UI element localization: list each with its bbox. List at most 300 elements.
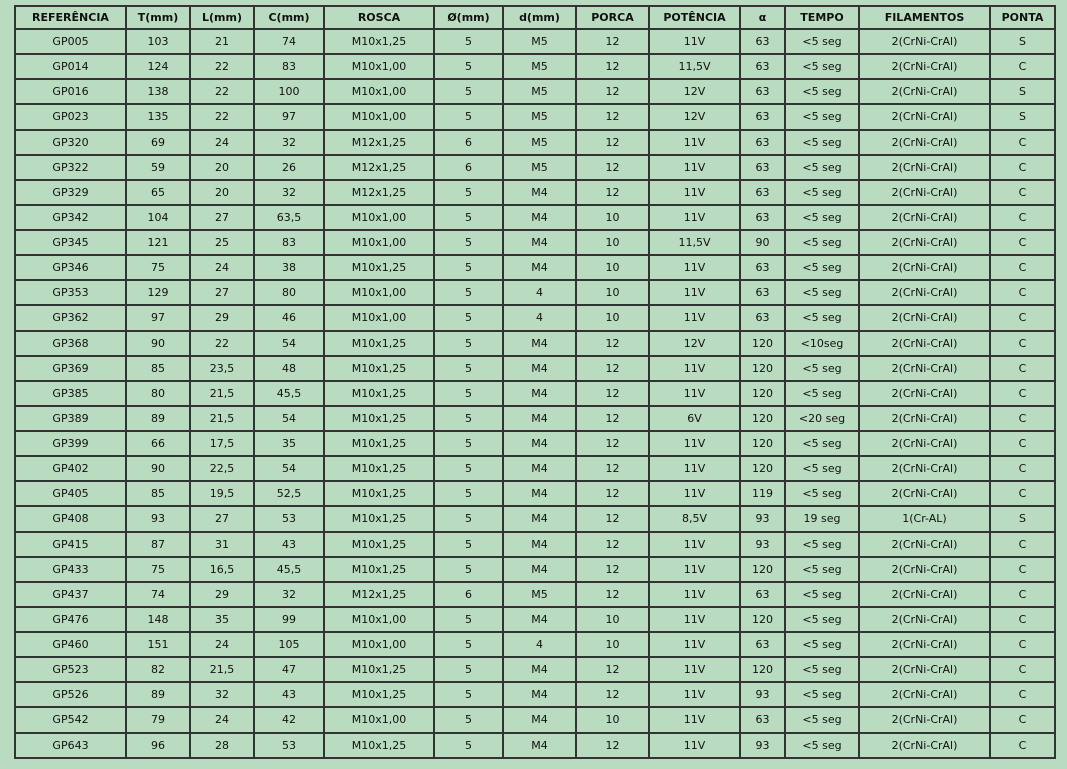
cell-tip: C	[991, 457, 1054, 480]
cell-alpha: 120	[741, 658, 784, 681]
table-row	[16, 281, 1054, 304]
cell-c-mm: 38	[255, 256, 323, 279]
table-row	[16, 382, 1054, 405]
cell-filaments: 2(CrNi-CrAl)	[860, 658, 989, 681]
cell-time: 19 seg	[786, 507, 858, 530]
cell-reference: GP408	[16, 507, 125, 530]
cell-time: <20 seg	[786, 407, 858, 430]
cell-l-mm: 32	[191, 683, 253, 706]
cell-reference: GP014	[16, 55, 125, 78]
table-row	[16, 306, 1054, 329]
cell-c-mm: 47	[255, 658, 323, 681]
cell-filaments: 2(CrNi-CrAl)	[860, 30, 989, 53]
cell-d-mm: M5	[504, 80, 575, 103]
cell-t-mm: 90	[127, 332, 189, 355]
cell-nut: 12	[577, 533, 648, 556]
cell-reference: GP523	[16, 658, 125, 681]
cell-thread: M12x1,25	[325, 583, 433, 606]
cell-diameter-mm: 5	[435, 432, 502, 455]
cell-l-mm: 29	[191, 306, 253, 329]
table-row	[16, 507, 1054, 530]
cell-l-mm: 27	[191, 281, 253, 304]
cell-l-mm: 20	[191, 181, 253, 204]
cell-d-mm: M4	[504, 658, 575, 681]
column-header-nut: PORCA	[577, 7, 648, 28]
cell-power: 11V	[650, 457, 739, 480]
cell-d-mm: M4	[504, 457, 575, 480]
table-row	[16, 608, 1054, 631]
cell-alpha: 93	[741, 507, 784, 530]
cell-thread: M10x1,25	[325, 558, 433, 581]
cell-power: 11V	[650, 181, 739, 204]
cell-nut: 12	[577, 105, 648, 128]
cell-tip: C	[991, 658, 1054, 681]
cell-nut: 12	[577, 507, 648, 530]
cell-power: 11V	[650, 131, 739, 154]
cell-c-mm: 32	[255, 131, 323, 154]
table-row	[16, 332, 1054, 355]
cell-d-mm: 4	[504, 306, 575, 329]
cell-diameter-mm: 5	[435, 231, 502, 254]
column-header-filaments: FILAMENTOS	[860, 7, 989, 28]
cell-power: 11V	[650, 683, 739, 706]
cell-time: <5 seg	[786, 734, 858, 758]
cell-diameter-mm: 5	[435, 658, 502, 681]
cell-tip: C	[991, 281, 1054, 304]
cell-nut: 12	[577, 683, 648, 706]
cell-filaments: 2(CrNi-CrAl)	[860, 734, 989, 758]
cell-c-mm: 99	[255, 608, 323, 631]
cell-l-mm: 22	[191, 105, 253, 128]
cell-alpha: 120	[741, 357, 784, 380]
cell-nut: 12	[577, 407, 648, 430]
cell-t-mm: 90	[127, 457, 189, 480]
cell-l-mm: 21	[191, 30, 253, 53]
cell-d-mm: M5	[504, 105, 575, 128]
cell-t-mm: 104	[127, 206, 189, 229]
cell-nut: 12	[577, 482, 648, 505]
cell-reference: GP389	[16, 407, 125, 430]
cell-thread: M10x1,00	[325, 306, 433, 329]
table-row	[16, 80, 1054, 103]
cell-time: <5 seg	[786, 533, 858, 556]
cell-c-mm: 52,5	[255, 482, 323, 505]
cell-nut: 12	[577, 382, 648, 405]
cell-c-mm: 74	[255, 30, 323, 53]
cell-thread: M12x1,25	[325, 131, 433, 154]
table-row	[16, 105, 1054, 128]
cell-alpha: 120	[741, 332, 784, 355]
cell-t-mm: 79	[127, 708, 189, 731]
cell-t-mm: 85	[127, 357, 189, 380]
cell-power: 11V	[650, 583, 739, 606]
cell-thread: M10x1,25	[325, 382, 433, 405]
cell-thread: M10x1,00	[325, 633, 433, 656]
cell-thread: M10x1,25	[325, 332, 433, 355]
cell-c-mm: 97	[255, 105, 323, 128]
cell-reference: GP526	[16, 683, 125, 706]
cell-time: <5 seg	[786, 281, 858, 304]
cell-tip: C	[991, 332, 1054, 355]
cell-c-mm: 53	[255, 507, 323, 530]
cell-power: 11V	[650, 432, 739, 455]
cell-thread: M10x1,00	[325, 231, 433, 254]
cell-d-mm: 4	[504, 633, 575, 656]
cell-c-mm: 63,5	[255, 206, 323, 229]
column-header-t-mm: T(mm)	[127, 7, 189, 28]
cell-l-mm: 24	[191, 708, 253, 731]
cell-filaments: 2(CrNi-CrAl)	[860, 181, 989, 204]
cell-reference: GP016	[16, 80, 125, 103]
cell-tip: C	[991, 482, 1054, 505]
cell-tip: C	[991, 608, 1054, 631]
cell-time: <5 seg	[786, 181, 858, 204]
cell-diameter-mm: 6	[435, 131, 502, 154]
cell-l-mm: 28	[191, 734, 253, 758]
cell-diameter-mm: 5	[435, 457, 502, 480]
cell-power: 11V	[650, 633, 739, 656]
cell-nut: 12	[577, 55, 648, 78]
cell-time: <5 seg	[786, 156, 858, 179]
cell-time: <5 seg	[786, 558, 858, 581]
cell-filaments: 2(CrNi-CrAl)	[860, 105, 989, 128]
cell-power: 11V	[650, 734, 739, 758]
cell-time: <5 seg	[786, 206, 858, 229]
cell-alpha: 90	[741, 231, 784, 254]
cell-t-mm: 138	[127, 80, 189, 103]
table-row	[16, 683, 1054, 706]
cell-diameter-mm: 5	[435, 608, 502, 631]
cell-filaments: 2(CrNi-CrAl)	[860, 583, 989, 606]
table-row	[16, 231, 1054, 254]
cell-tip: C	[991, 558, 1054, 581]
cell-tip: S	[991, 80, 1054, 103]
cell-reference: GP369	[16, 357, 125, 380]
cell-diameter-mm: 5	[435, 105, 502, 128]
cell-thread: M10x1,25	[325, 457, 433, 480]
cell-tip: C	[991, 633, 1054, 656]
cell-time: <5 seg	[786, 382, 858, 405]
cell-d-mm: M4	[504, 206, 575, 229]
cell-t-mm: 97	[127, 306, 189, 329]
cell-c-mm: 35	[255, 432, 323, 455]
cell-nut: 12	[577, 558, 648, 581]
cell-nut: 12	[577, 80, 648, 103]
cell-time: <5 seg	[786, 633, 858, 656]
cell-t-mm: 85	[127, 482, 189, 505]
cell-l-mm: 21,5	[191, 407, 253, 430]
column-header-c-mm: C(mm)	[255, 7, 323, 28]
cell-time: <5 seg	[786, 457, 858, 480]
spec-table	[14, 5, 1056, 759]
cell-reference: GP005	[16, 30, 125, 53]
cell-t-mm: 87	[127, 533, 189, 556]
cell-d-mm: M4	[504, 683, 575, 706]
cell-filaments: 2(CrNi-CrAl)	[860, 357, 989, 380]
cell-reference: GP460	[16, 633, 125, 656]
cell-d-mm: M4	[504, 382, 575, 405]
table-row	[16, 256, 1054, 279]
column-header-l-mm: L(mm)	[191, 7, 253, 28]
cell-filaments: 2(CrNi-CrAl)	[860, 457, 989, 480]
cell-l-mm: 22	[191, 332, 253, 355]
cell-filaments: 2(CrNi-CrAl)	[860, 382, 989, 405]
cell-d-mm: M5	[504, 55, 575, 78]
cell-power: 11,5V	[650, 231, 739, 254]
cell-reference: GP362	[16, 306, 125, 329]
cell-alpha: 63	[741, 281, 784, 304]
cell-power: 11V	[650, 382, 739, 405]
cell-time: <5 seg	[786, 432, 858, 455]
cell-t-mm: 135	[127, 105, 189, 128]
cell-tip: C	[991, 131, 1054, 154]
cell-power: 11V	[650, 281, 739, 304]
cell-diameter-mm: 5	[435, 306, 502, 329]
cell-t-mm: 82	[127, 658, 189, 681]
table-row	[16, 156, 1054, 179]
cell-nut: 12	[577, 583, 648, 606]
cell-l-mm: 23,5	[191, 357, 253, 380]
cell-thread: M10x1,00	[325, 708, 433, 731]
cell-diameter-mm: 5	[435, 633, 502, 656]
cell-power: 11V	[650, 533, 739, 556]
cell-reference: GP542	[16, 708, 125, 731]
cell-power: 11,5V	[650, 55, 739, 78]
cell-alpha: 63	[741, 306, 784, 329]
cell-d-mm: M5	[504, 583, 575, 606]
cell-alpha: 63	[741, 105, 784, 128]
cell-thread: M10x1,25	[325, 407, 433, 430]
cell-c-mm: 105	[255, 633, 323, 656]
cell-time: <5 seg	[786, 30, 858, 53]
table-row	[16, 533, 1054, 556]
cell-nut: 12	[577, 131, 648, 154]
cell-t-mm: 89	[127, 683, 189, 706]
cell-t-mm: 74	[127, 583, 189, 606]
cell-diameter-mm: 5	[435, 708, 502, 731]
column-header-time: TEMPO	[786, 7, 858, 28]
cell-t-mm: 69	[127, 131, 189, 154]
cell-thread: M10x1,25	[325, 30, 433, 53]
table-row	[16, 457, 1054, 480]
cell-thread: M12x1,25	[325, 181, 433, 204]
cell-time: <5 seg	[786, 256, 858, 279]
column-header-thread: ROSCA	[325, 7, 433, 28]
cell-alpha: 93	[741, 683, 784, 706]
cell-filaments: 2(CrNi-CrAl)	[860, 432, 989, 455]
cell-filaments: 2(CrNi-CrAl)	[860, 407, 989, 430]
cell-reference: GP437	[16, 583, 125, 606]
column-header-alpha: α	[741, 7, 784, 28]
cell-nut: 10	[577, 231, 648, 254]
cell-tip: C	[991, 156, 1054, 179]
table-row	[16, 30, 1054, 53]
cell-time: <5 seg	[786, 708, 858, 731]
cell-d-mm: M4	[504, 256, 575, 279]
cell-power: 11V	[650, 608, 739, 631]
table-row	[16, 181, 1054, 204]
cell-nut: 10	[577, 633, 648, 656]
table-row	[16, 482, 1054, 505]
cell-alpha: 120	[741, 382, 784, 405]
cell-c-mm: 48	[255, 357, 323, 380]
cell-power: 6V	[650, 407, 739, 430]
cell-nut: 12	[577, 357, 648, 380]
cell-filaments: 1(Cr-AL)	[860, 507, 989, 530]
cell-thread: M10x1,00	[325, 105, 433, 128]
cell-reference: GP368	[16, 332, 125, 355]
cell-filaments: 2(CrNi-CrAl)	[860, 55, 989, 78]
cell-l-mm: 25	[191, 231, 253, 254]
cell-t-mm: 129	[127, 281, 189, 304]
cell-l-mm: 24	[191, 131, 253, 154]
cell-d-mm: M4	[504, 181, 575, 204]
cell-c-mm: 43	[255, 683, 323, 706]
cell-time: <5 seg	[786, 658, 858, 681]
cell-l-mm: 22	[191, 80, 253, 103]
cell-nut: 10	[577, 608, 648, 631]
cell-reference: GP345	[16, 231, 125, 254]
cell-tip: S	[991, 105, 1054, 128]
cell-c-mm: 54	[255, 457, 323, 480]
cell-alpha: 63	[741, 80, 784, 103]
cell-thread: M10x1,25	[325, 658, 433, 681]
cell-thread: M10x1,25	[325, 432, 433, 455]
cell-alpha: 119	[741, 482, 784, 505]
cell-thread: M10x1,00	[325, 281, 433, 304]
cell-thread: M10x1,00	[325, 206, 433, 229]
cell-d-mm: M5	[504, 30, 575, 53]
cell-filaments: 2(CrNi-CrAl)	[860, 80, 989, 103]
cell-c-mm: 42	[255, 708, 323, 731]
cell-t-mm: 65	[127, 181, 189, 204]
cell-d-mm: M4	[504, 482, 575, 505]
cell-time: <10seg	[786, 332, 858, 355]
cell-d-mm: M4	[504, 734, 575, 758]
cell-tip: C	[991, 306, 1054, 329]
cell-alpha: 120	[741, 432, 784, 455]
cell-filaments: 2(CrNi-CrAl)	[860, 332, 989, 355]
cell-alpha: 93	[741, 734, 784, 758]
cell-nut: 12	[577, 332, 648, 355]
table-row	[16, 432, 1054, 455]
cell-nut: 12	[577, 181, 648, 204]
table-row	[16, 558, 1054, 581]
table-row	[16, 658, 1054, 681]
cell-d-mm: M4	[504, 407, 575, 430]
cell-time: <5 seg	[786, 231, 858, 254]
table-body	[16, 30, 1054, 757]
cell-power: 11V	[650, 658, 739, 681]
cell-reference: GP643	[16, 734, 125, 758]
cell-d-mm: M5	[504, 156, 575, 179]
cell-time: <5 seg	[786, 306, 858, 329]
cell-alpha: 63	[741, 30, 784, 53]
cell-reference: GP353	[16, 281, 125, 304]
cell-diameter-mm: 5	[435, 256, 502, 279]
cell-reference: GP402	[16, 457, 125, 480]
cell-c-mm: 46	[255, 306, 323, 329]
cell-tip: C	[991, 683, 1054, 706]
cell-c-mm: 54	[255, 407, 323, 430]
cell-c-mm: 80	[255, 281, 323, 304]
cell-diameter-mm: 5	[435, 80, 502, 103]
cell-diameter-mm: 5	[435, 55, 502, 78]
cell-thread: M10x1,25	[325, 507, 433, 530]
cell-filaments: 2(CrNi-CrAl)	[860, 306, 989, 329]
cell-l-mm: 27	[191, 206, 253, 229]
cell-nut: 12	[577, 30, 648, 53]
cell-diameter-mm: 5	[435, 206, 502, 229]
cell-filaments: 2(CrNi-CrAl)	[860, 131, 989, 154]
table-header	[16, 7, 1054, 28]
cell-l-mm: 19,5	[191, 482, 253, 505]
cell-tip: C	[991, 432, 1054, 455]
cell-time: <5 seg	[786, 608, 858, 631]
cell-thread: M10x1,25	[325, 482, 433, 505]
cell-nut: 10	[577, 206, 648, 229]
cell-alpha: 63	[741, 256, 784, 279]
cell-filaments: 2(CrNi-CrAl)	[860, 683, 989, 706]
cell-diameter-mm: 5	[435, 357, 502, 380]
cell-reference: GP405	[16, 482, 125, 505]
cell-reference: GP415	[16, 533, 125, 556]
cell-time: <5 seg	[786, 482, 858, 505]
table-row	[16, 55, 1054, 78]
cell-l-mm: 21,5	[191, 658, 253, 681]
cell-l-mm: 22,5	[191, 457, 253, 480]
cell-time: <5 seg	[786, 55, 858, 78]
cell-t-mm: 66	[127, 432, 189, 455]
cell-l-mm: 20	[191, 156, 253, 179]
cell-diameter-mm: 5	[435, 181, 502, 204]
cell-t-mm: 89	[127, 407, 189, 430]
cell-time: <5 seg	[786, 105, 858, 128]
cell-d-mm: M4	[504, 558, 575, 581]
cell-power: 12V	[650, 80, 739, 103]
cell-filaments: 2(CrNi-CrAl)	[860, 231, 989, 254]
cell-filaments: 2(CrNi-CrAl)	[860, 156, 989, 179]
cell-d-mm: M4	[504, 708, 575, 731]
cell-l-mm: 24	[191, 256, 253, 279]
cell-l-mm: 22	[191, 55, 253, 78]
table-row	[16, 633, 1054, 656]
cell-filaments: 2(CrNi-CrAl)	[860, 608, 989, 631]
cell-t-mm: 59	[127, 156, 189, 179]
cell-reference: GP329	[16, 181, 125, 204]
cell-tip: S	[991, 507, 1054, 530]
cell-c-mm: 45,5	[255, 558, 323, 581]
cell-power: 8,5V	[650, 507, 739, 530]
cell-t-mm: 121	[127, 231, 189, 254]
cell-tip: C	[991, 708, 1054, 731]
cell-t-mm: 96	[127, 734, 189, 758]
cell-alpha: 63	[741, 181, 784, 204]
spec-table-container	[14, 5, 1056, 759]
cell-alpha: 93	[741, 533, 784, 556]
cell-thread: M10x1,25	[325, 683, 433, 706]
cell-diameter-mm: 5	[435, 683, 502, 706]
cell-c-mm: 83	[255, 55, 323, 78]
cell-reference: GP342	[16, 206, 125, 229]
header-row	[16, 7, 1054, 28]
cell-nut: 12	[577, 734, 648, 758]
cell-diameter-mm: 5	[435, 332, 502, 355]
cell-power: 11V	[650, 206, 739, 229]
cell-d-mm: M4	[504, 507, 575, 530]
cell-alpha: 120	[741, 558, 784, 581]
cell-d-mm: M4	[504, 332, 575, 355]
